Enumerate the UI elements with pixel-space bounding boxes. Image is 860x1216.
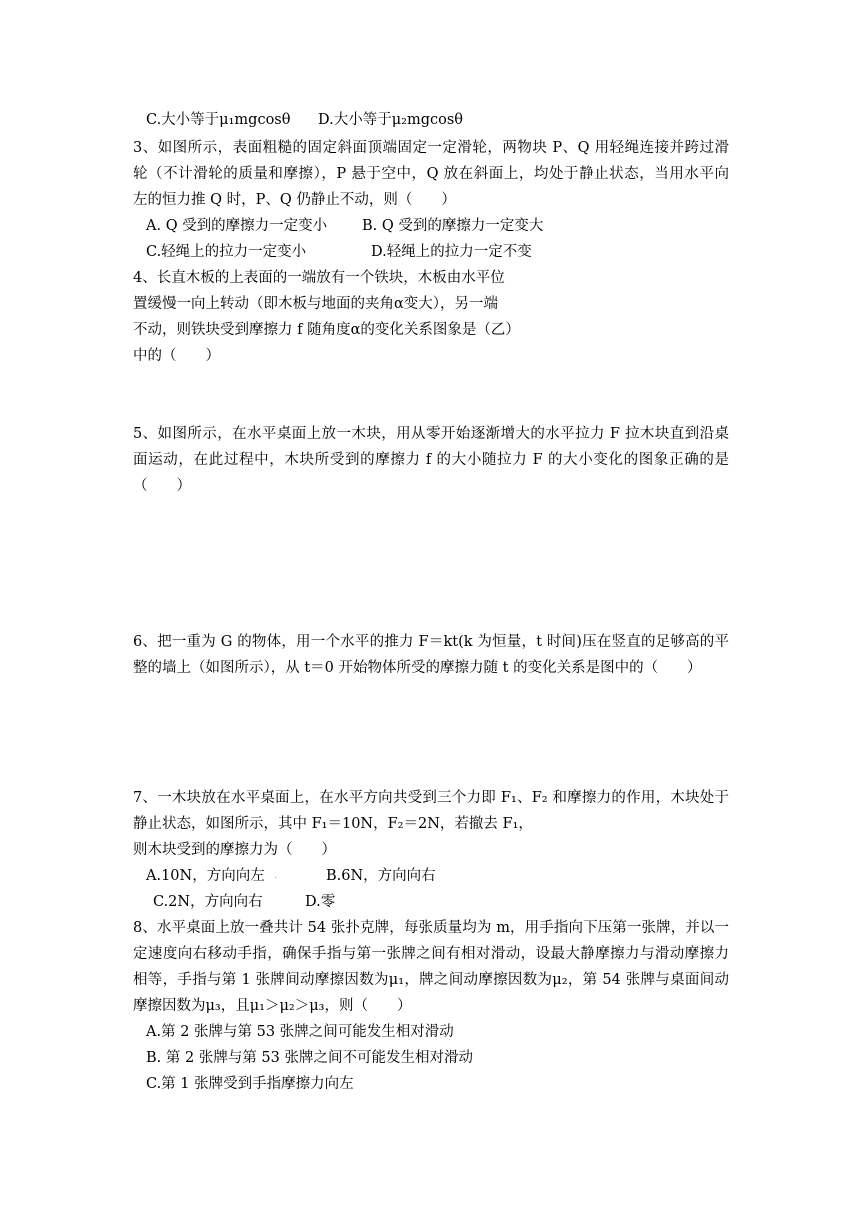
q2-option-c: C.大小等于μ₁mgcosθ	[146, 112, 291, 128]
q7-option-a: A.10N，方向向左	[146, 868, 265, 884]
q4-line-2: 置缓慢一向上转动（即木板与地面的夹角α变大），另一端	[133, 296, 499, 312]
q8-option-c: C.第 1 张牌受到手指摩擦力向左	[146, 1076, 354, 1092]
q7-option-d: D.零	[305, 894, 336, 910]
q3-line-3: 左的恒力推 Q 时，P、Q 仍静止不动，则（ ）	[133, 192, 456, 208]
stray-mark: .	[274, 870, 278, 881]
q5-line-1: 5、如图所示，在水平桌面上放一木块，用从零开始逐渐增大的水平拉力 F 拉木块直到沿桌	[133, 426, 729, 442]
q7-option-c: C.2N，方向向右	[153, 894, 263, 910]
q5-line-3: （ ）	[133, 478, 191, 494]
q7-option-b: B.6N，方向向右	[326, 868, 436, 884]
q8-line-1: 8、水平桌面上放一叠共计 54 张扑克牌，每张质量均为 m，用手指向下压第一张牌，并以一	[133, 920, 729, 936]
q7-line-2: 静止状态，如图所示，其中 F₁＝10N，F₂＝2N，若撤去 F₁，	[133, 816, 533, 832]
q8-line-2: 定速度向右移动手指，确保手指与第一张牌之间有相对滑动，设最大静摩擦力与滑动摩擦力	[133, 946, 729, 962]
q3-option-a: A. Q 受到的摩擦力一定变小	[146, 218, 328, 234]
q8-line-3: 相等，手指与第 1 张牌间动摩擦因数为μ₁，牌之间动摩擦因数为μ₂，第 54 张牌与桌面间动	[133, 972, 729, 988]
q8-option-a: A.第 2 张牌与第 53 张牌之间可能发生相对滑动	[146, 1024, 454, 1040]
q2-option-d: D.大小等于μ₂mgcosθ	[318, 112, 464, 128]
q5-line-2: 面运动，在此过程中，木块所受到的摩擦力 f 的大小随拉力 F 的大小变化的图象正确的是	[133, 452, 729, 468]
q6-line-2: 整的墙上（如图所示），从 t＝0 开始物体所受的摩擦力随 t 的变化关系是图中的（ ）	[133, 660, 702, 676]
q7-line-3: 则木块受到的摩擦力为（ ）	[133, 842, 336, 858]
q8-option-b: B. 第 2 张牌与第 53 张牌之间不可能发生相对滑动	[146, 1050, 473, 1066]
q3-option-b: B. Q 受到的摩擦力一定变大	[362, 218, 544, 234]
q3-option-d: D.轻绳上的拉力一定不变	[371, 244, 532, 260]
q7-line-1: 7、一木块放在水平桌面上，在水平方向共受到三个力即 F₁、F₂ 和摩擦力的作用，木块处于	[133, 790, 729, 806]
q4-line-1: 4、长直木板的上表面的一端放有一个铁块，木板由水平位	[133, 270, 505, 286]
q4-line-3: 不动，则铁块受到摩擦力 f 随角度α的变化关系图象是（乙）	[133, 322, 520, 338]
q3-line-1: 3、如图所示，表面粗糙的固定斜面顶端固定一定滑轮，两物块 P、Q 用轻绳连接并跨过滑	[133, 140, 729, 156]
q4-line-4: 中的（ ）	[133, 348, 220, 364]
q6-line-1: 6、把一重为 G 的物体，用一个水平的推力 F＝kt(k 为恒量，t 时间)压在竖直的足够高的平	[133, 634, 729, 650]
q3-option-c: C.轻绳上的拉力一定变小	[146, 244, 307, 260]
q3-line-2: 轮（不计滑轮的质量和摩擦），P 悬于空中，Q 放在斜面上，均处于静止状态，当用水平向	[133, 166, 729, 182]
q8-line-4: 摩擦因数为μ₃，且μ₁＞μ₂＞μ₃，则（ ）	[133, 998, 412, 1014]
